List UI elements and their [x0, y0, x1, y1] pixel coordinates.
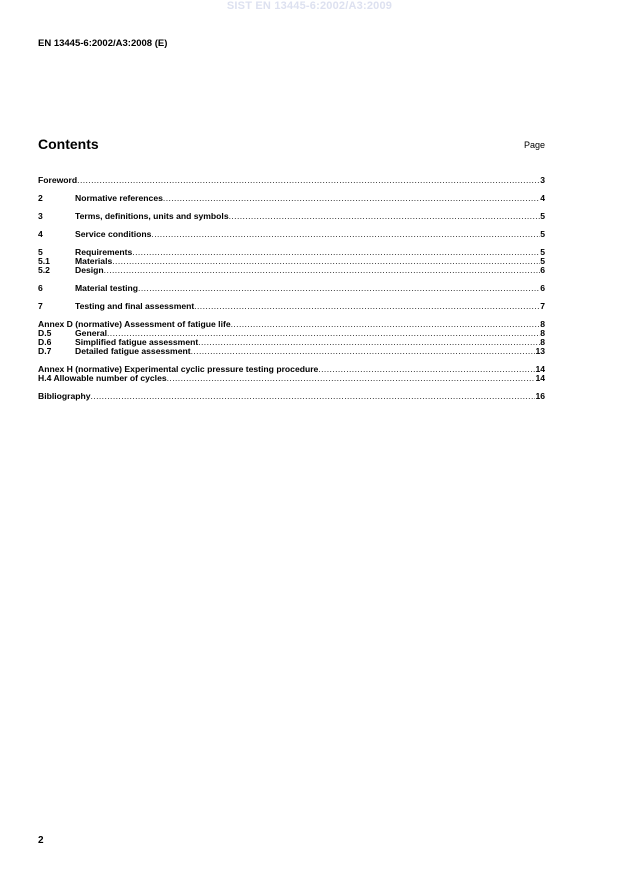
toc-entry-page: 5	[540, 211, 545, 221]
toc-entry-page: 8	[540, 337, 545, 347]
toc-entry-number: D.5	[38, 328, 52, 338]
toc-entry-number: 5.2	[38, 265, 50, 275]
toc-entry-title: Terms, definitions, units and symbols	[75, 211, 229, 221]
toc-entry-number: 3	[38, 211, 43, 221]
toc-entry-page: 14	[535, 373, 545, 383]
toc-leader-dots	[229, 212, 541, 221]
toc-entry-service-conditions[interactable]	[38, 230, 545, 239]
toc-leader-dots	[198, 338, 540, 347]
toc-entry-page: 3	[540, 175, 545, 185]
toc-entry-title: Annex H (normative) Experimental cyclic pressure testing procedure	[38, 364, 319, 374]
toc-entry-title: Material testing	[75, 283, 139, 293]
toc-entry-h4-allowable-cycles[interactable]	[38, 374, 545, 383]
toc-entry-annex-d[interactable]	[38, 320, 545, 329]
toc-entry-title: General	[75, 328, 108, 338]
toc-entry-number: 7	[38, 301, 43, 311]
toc-entry-title: Service conditions	[75, 229, 152, 239]
toc-entry-number: 4	[38, 229, 43, 239]
toc-leader-dots	[191, 347, 536, 356]
toc-entry-page: 8	[540, 319, 545, 329]
toc-leader-dots	[194, 302, 540, 311]
toc-leader-dots	[112, 257, 540, 266]
toc-entry-title: Bibliography	[38, 391, 91, 401]
toc-entry-number: 6	[38, 283, 43, 293]
toc-entry-page: 5	[540, 229, 545, 239]
toc-entry-material-testing[interactable]	[38, 284, 545, 293]
toc-leader-dots	[151, 230, 540, 239]
toc-entry-materials[interactable]	[38, 257, 545, 266]
toc-entry-title: Normative references	[75, 193, 163, 203]
toc-entry-number: 2	[38, 193, 43, 203]
toc-entry-title: Materials	[75, 256, 113, 266]
toc-leader-dots	[163, 194, 540, 203]
toc-entry-number: 5	[38, 247, 43, 257]
footer-page-number: 2	[38, 835, 44, 846]
toc-entry-page: 6	[540, 265, 545, 275]
toc-leader-dots	[77, 176, 540, 185]
toc-entry-requirements[interactable]	[38, 248, 545, 257]
toc-leader-dots	[318, 365, 535, 374]
toc-entry-page: 7	[540, 301, 545, 311]
toc-entry-page: 6	[540, 283, 545, 293]
toc-entry-design[interactable]	[38, 266, 545, 275]
toc-entry-title: Simplified fatigue assessment	[75, 337, 199, 347]
toc-leader-dots	[132, 248, 540, 257]
toc-entry-testing-final-assessment[interactable]	[38, 302, 545, 311]
toc-entry-title: Annex D (normative) Assessment of fatigue life	[38, 319, 231, 329]
toc-entry-normative-references[interactable]	[38, 194, 545, 203]
watermark: SIST EN 13445-6:2002/A3:2009	[226, 0, 393, 12]
toc-entry-page: 16	[535, 391, 545, 401]
toc-entry-page: 5	[540, 256, 545, 266]
contents-title: Contents	[38, 136, 99, 152]
toc-entry-number: D.6	[38, 337, 52, 347]
toc-entry-page: 5	[540, 247, 545, 257]
toc-entry-bibliography[interactable]	[38, 392, 545, 401]
toc-entry-number: 5.1	[38, 256, 50, 266]
toc-entry-foreword[interactable]	[38, 176, 545, 185]
toc-leader-dots	[104, 266, 541, 275]
document-id: EN 13445-6:2002/A3:2008 (E)	[38, 38, 168, 49]
toc-entry-title: Testing and final assessment	[75, 301, 195, 311]
toc-entry-page: 8	[540, 328, 545, 338]
toc-entry-title: Foreword	[38, 175, 78, 185]
page-column-label: Page	[523, 140, 545, 150]
toc-leader-dots	[91, 392, 536, 401]
toc-leader-dots	[138, 284, 540, 293]
table-of-contents	[38, 176, 545, 401]
toc-entry-terms-definitions[interactable]	[38, 212, 545, 221]
toc-leader-dots	[167, 374, 536, 383]
toc-entry-number: D.7	[38, 346, 52, 356]
toc-entry-page: 13	[535, 346, 545, 356]
toc-entry-page: 14	[535, 364, 545, 374]
toc-entry-title: Design	[75, 265, 104, 275]
toc-entry-title: H.4 Allowable number of cycles	[38, 373, 167, 383]
toc-entry-title: Requirements	[75, 247, 133, 257]
toc-entry-d7-detailed[interactable]	[38, 347, 545, 356]
toc-entry-page: 4	[540, 193, 545, 203]
toc-entry-title: Detailed fatigue assessment	[75, 346, 191, 356]
toc-leader-dots	[231, 320, 541, 329]
